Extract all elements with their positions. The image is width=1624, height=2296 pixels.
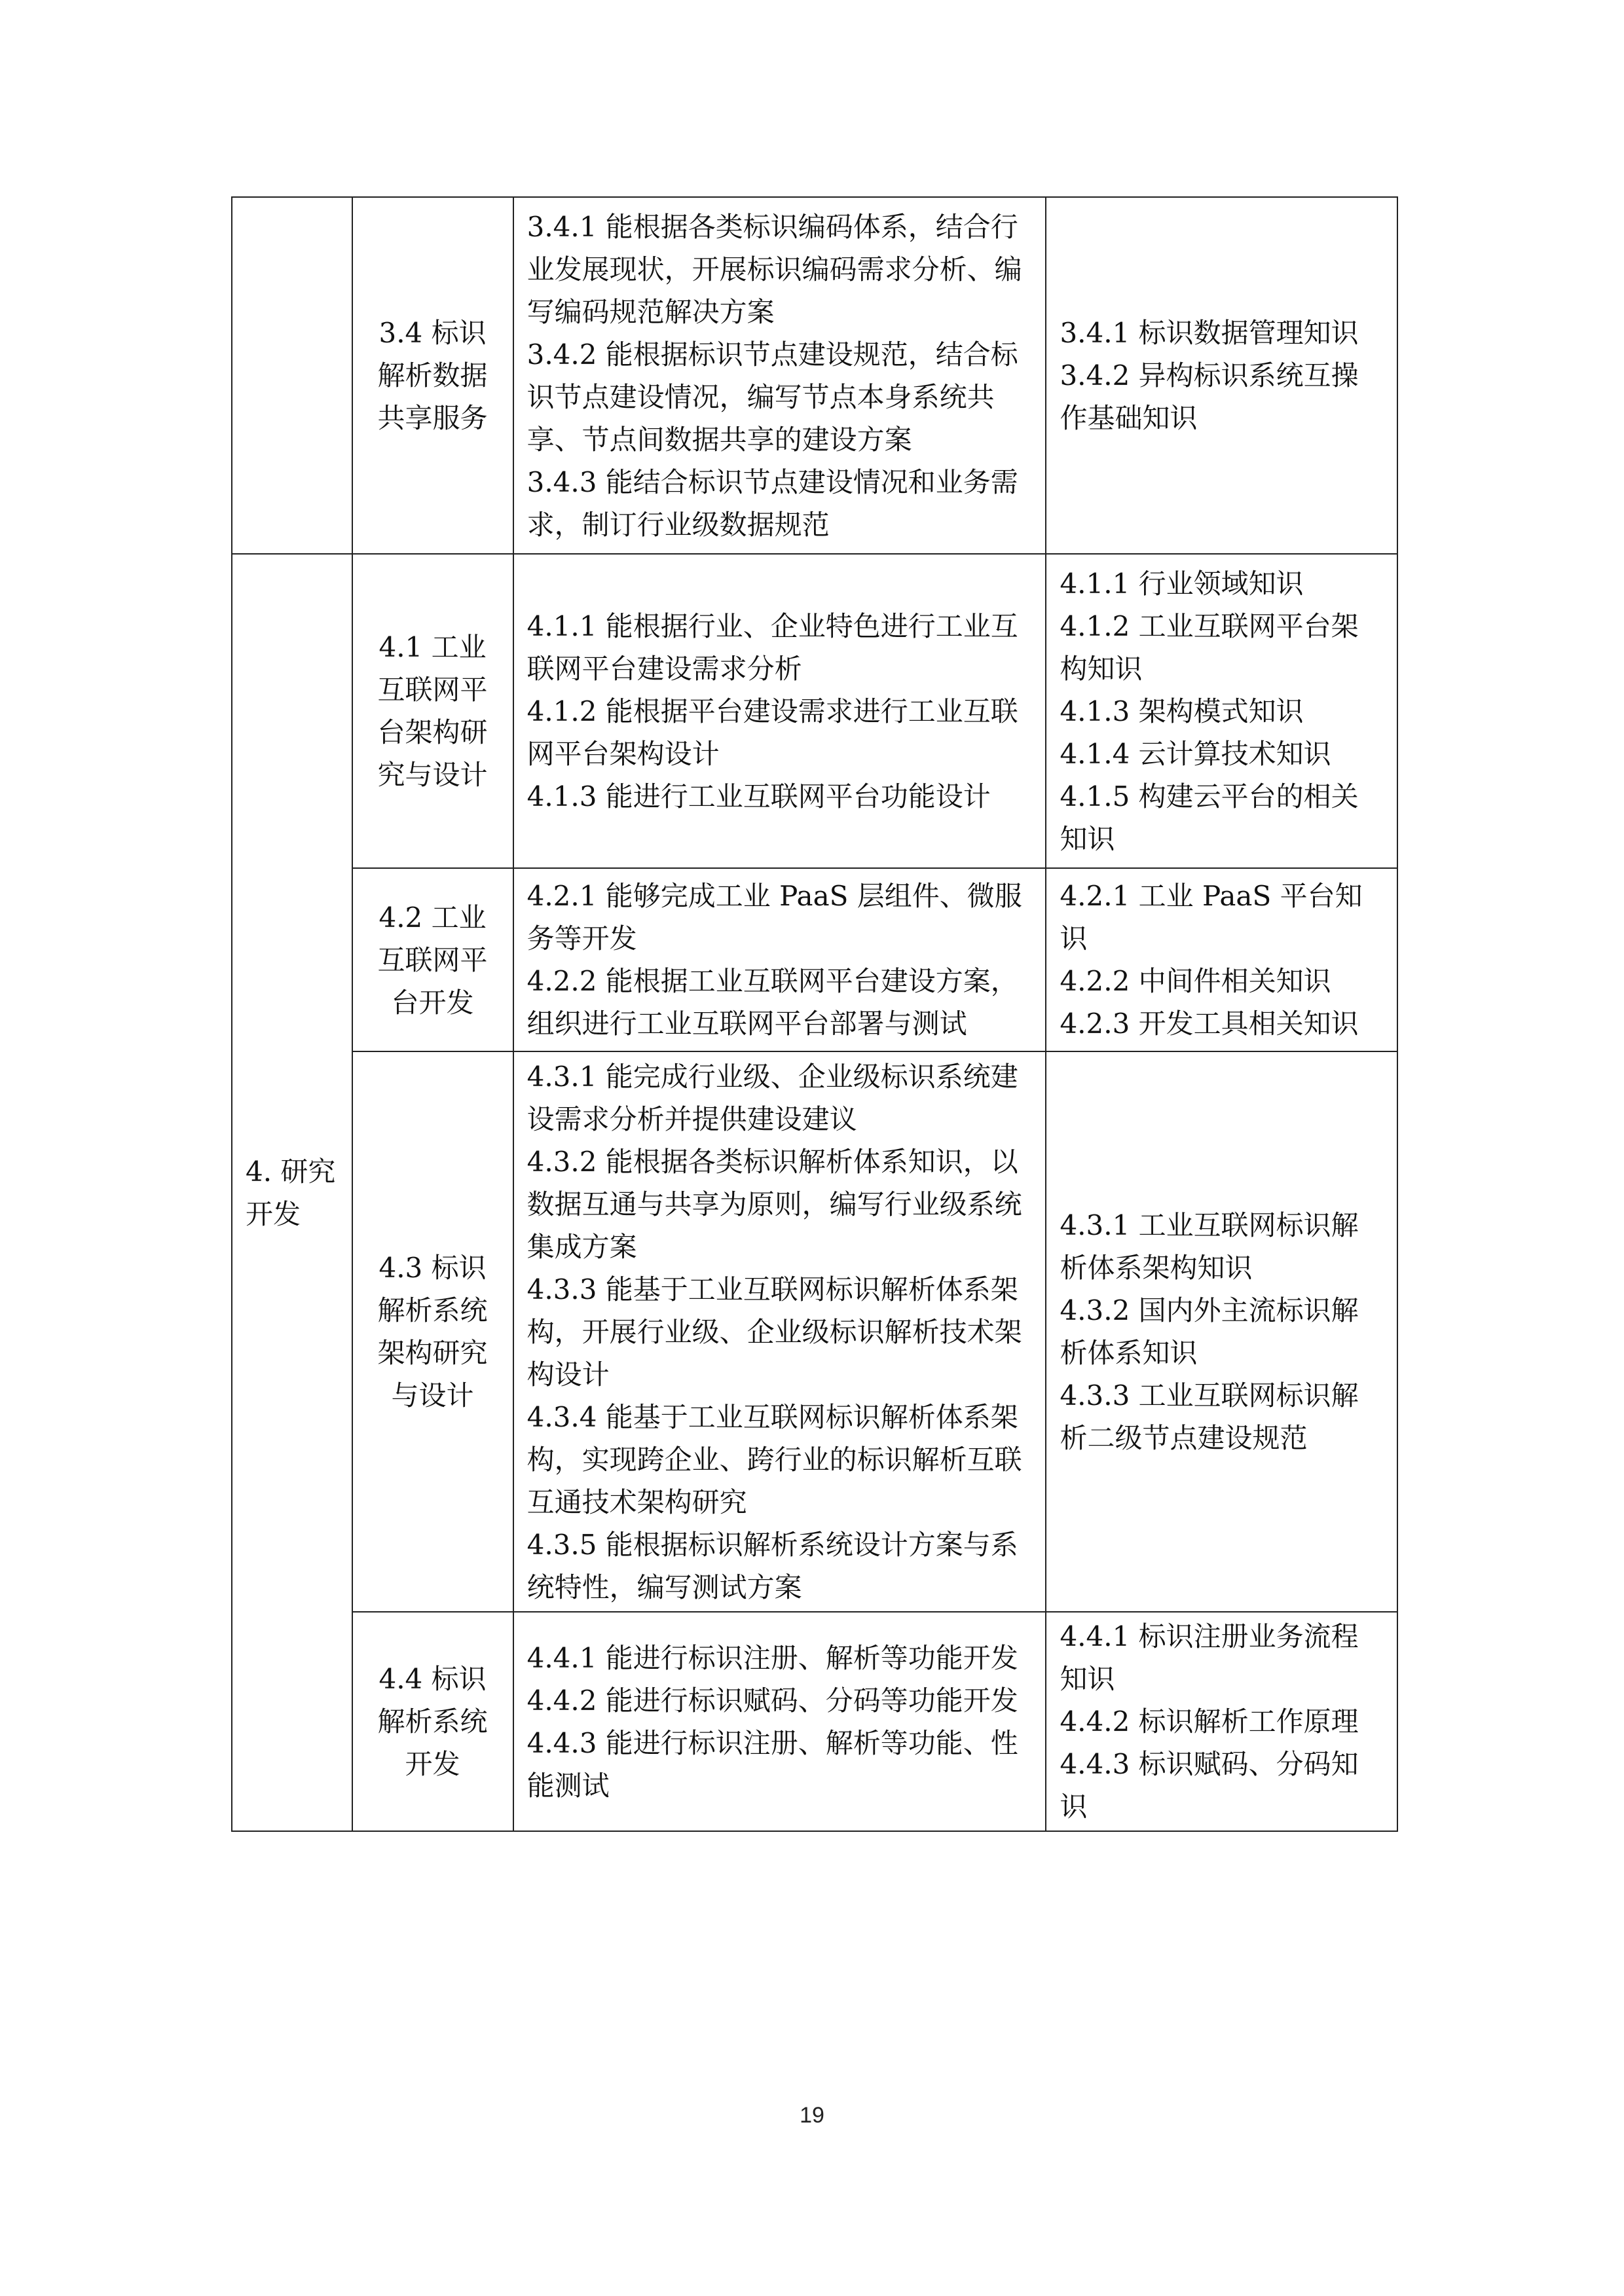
knowledge-item: 3.4.2 异构标识系统互操作基础知识 <box>1060 359 1359 434</box>
skill-item: 4.3.2 能根据各类标识解析体系知识，以数据互通与共享为原则，编写行业级系统集成方案 <box>526 1145 1022 1263</box>
table-row <box>232 868 1397 1051</box>
knowledge-item: 4.1.3 架构模式知识 <box>1060 695 1304 727</box>
skills-cell <box>513 197 1046 554</box>
skill-item: 3.4.3 能结合标识节点建设情况和业务需求，制订行业级数据规范 <box>526 465 1018 541</box>
skill-item: 4.3.3 能基于工业互联网标识解析体系架构，开展行业级、企业级标识解析技术架构设计 <box>526 1273 1022 1391</box>
knowledge-cell <box>1046 554 1397 868</box>
knowledge-cell <box>1046 1051 1397 1612</box>
knowledge-item: 3.4.1 标识数据管理知识 <box>1060 317 1359 349</box>
subject-cell: 3.4 标识解析数据共享服务 <box>352 197 513 554</box>
page-number: 19 <box>800 2103 824 2128</box>
skill-item: 3.4.2 能根据标识节点建设规范，结合标识节点建设情况，编写节点本身系统共享、节点间数据共享的建设方案 <box>526 338 1018 456</box>
skill-item: 4.3.4 能基于工业互联网标识解析体系架构，实现跨企业、跨行业的标识解析互联互通技术架构研究 <box>526 1400 1022 1518</box>
skills-cell <box>513 1051 1046 1612</box>
subject-cell: 4.2 工业互联网平台开发 <box>352 868 513 1051</box>
knowledge-item: 4.4.2 标识解析工作原理 <box>1060 1705 1359 1738</box>
category-cell: 4. 研究开发 <box>232 554 352 1831</box>
skills-cell <box>513 554 1046 868</box>
skill-item: 4.4.3 能进行标识注册、解析等功能、性能测试 <box>526 1726 1018 1802</box>
category-cell <box>232 197 352 554</box>
knowledge-cell <box>1046 868 1397 1051</box>
knowledge-item: 4.3.3 工业互联网标识解析二级节点建设规范 <box>1060 1379 1359 1454</box>
knowledge-cell <box>1046 197 1397 554</box>
subject-cell: 4.1 工业互联网平台架构研究与设计 <box>352 554 513 868</box>
skill-item: 4.4.1 能进行标识注册、解析等功能开发 <box>526 1641 1018 1674</box>
knowledge-cell <box>1046 1612 1397 1831</box>
skills-cell <box>513 868 1046 1051</box>
skills-table-body <box>232 197 1397 1831</box>
table-row <box>232 1051 1397 1612</box>
skill-item: 4.1.2 能根据平台建设需求进行工业互联网平台架构设计 <box>526 695 1018 770</box>
skills-table <box>231 196 1398 1832</box>
knowledge-item: 4.2.2 中间件相关知识 <box>1060 965 1331 997</box>
skill-item: 4.3.5 能根据标识解析系统设计方案与系统特性，编写测试方案 <box>526 1528 1018 1603</box>
table-row <box>232 554 1397 868</box>
skills-cell <box>513 1612 1046 1831</box>
knowledge-item: 4.1.5 构建云平台的相关知识 <box>1060 780 1359 855</box>
knowledge-item: 4.1.2 工业互联网平台架构知识 <box>1060 610 1359 685</box>
subject-cell: 4.3 标识解析系统架构研究与设计 <box>352 1051 513 1612</box>
table-row <box>232 197 1397 554</box>
knowledge-item: 4.4.3 标识赋码、分码知识 <box>1060 1748 1359 1823</box>
knowledge-item: 4.4.1 标识注册业务流程知识 <box>1060 1620 1359 1695</box>
skill-item: 4.4.2 能进行标识赋码、分码等功能开发 <box>526 1684 1018 1717</box>
skill-item: 4.2.1 能够完成工业 PaaS 层组件、微服务等开发 <box>526 880 1022 955</box>
skill-item: 4.2.2 能根据工业互联网平台建设方案，组织进行工业互联网平台部署与测试 <box>526 965 1018 1040</box>
subject-cell: 4.4 标识解析系统开发 <box>352 1612 513 1831</box>
table-row <box>232 1612 1397 1831</box>
knowledge-item: 4.3.2 国内外主流标识解析体系知识 <box>1060 1294 1359 1369</box>
skill-item: 4.1.3 能进行工业互联网平台功能设计 <box>526 780 991 812</box>
knowledge-item: 4.1.4 云计算技术知识 <box>1060 737 1331 770</box>
skill-item: 4.1.1 能根据行业、企业特色进行工业互联网平台建设需求分析 <box>526 610 1018 685</box>
knowledge-item: 4.2.1 工业 PaaS 平台知识 <box>1060 880 1363 955</box>
knowledge-item: 4.2.3 开发工具相关知识 <box>1060 1008 1359 1040</box>
skill-item: 3.4.1 能根据各类标识编码体系，结合行业发展现状，开展标识编码需求分析、编写编码规范解决方案 <box>526 210 1022 328</box>
knowledge-item: 4.1.1 行业领域知识 <box>1060 567 1304 600</box>
skill-item: 4.3.1 能完成行业级、企业级标识系统建设需求分析并提供建设建议 <box>526 1060 1018 1135</box>
knowledge-item: 4.3.1 工业互联网标识解析体系架构知识 <box>1060 1209 1359 1284</box>
